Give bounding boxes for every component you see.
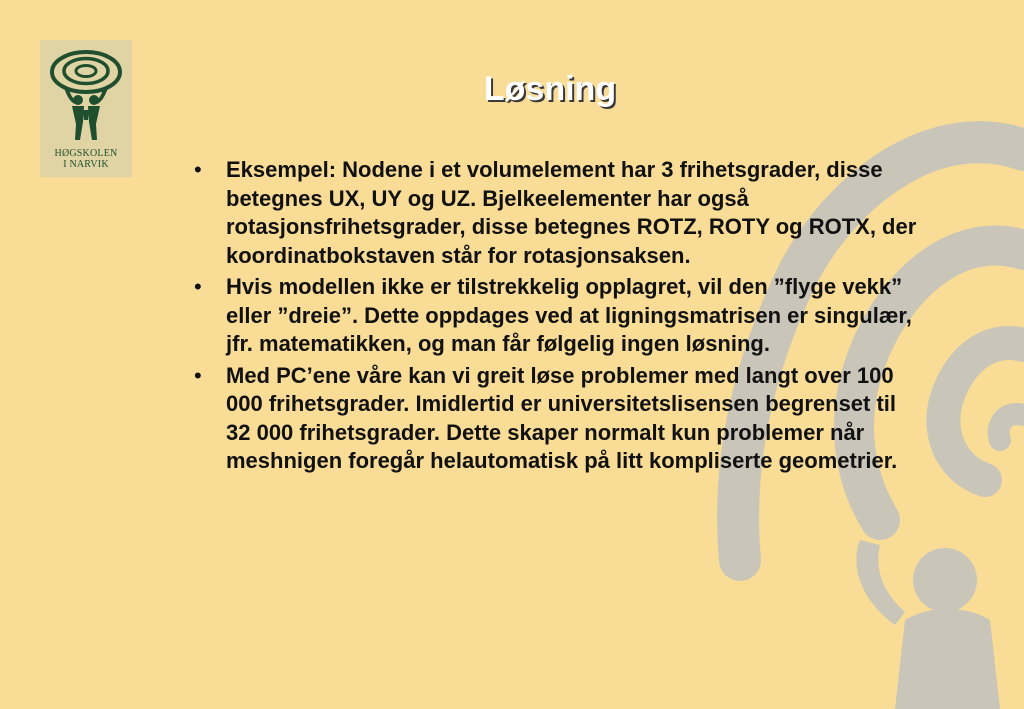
logo-text-line1: HØGSKOLEN: [54, 148, 118, 159]
bullet-list: [188, 156, 918, 479]
bullet-text: Eksempel: Nodene i et volumelement har 3 frihetsgrader, disse betegnes UX, UY og UZ. Bjelkeelementer har også rotasjonsfrihetsgrader, disse betegnes ROTZ, ROTY og ROTX, der koordinatbokstaven står for rotasjonsaksen.: [226, 157, 917, 268]
bullet-item: [188, 273, 918, 359]
bullet-text: Med PC’ene våre kan vi greit løse problemer med langt over 100 000 frihetsgrader. Imidlertid er universitetslisensen begrenset til 32 000 frihetsgrader. Dette skaper normalt kun problemer når meshnigen foregår helautomatisk på litt kompliserte geometrier.: [226, 362, 898, 473]
slide-title: Løsning: [483, 70, 617, 108]
bullet-item: [188, 362, 918, 476]
bullet-icon: •: [194, 274, 202, 299]
logo-text-line2: I NARVIK: [63, 159, 109, 170]
bullet-text: Hvis modellen ikke er tilstrekkelig opplagret, vil den ”flyge vekk” eller ”dreie”. Dette oppdages ved at ligningsmatrisen er singulær, jfr. matematikken, og man får følgelig ingen løsning.: [226, 274, 912, 356]
bullet-icon: •: [194, 362, 202, 388]
bullet-icon: •: [194, 157, 202, 182]
bullet-item: [188, 156, 918, 270]
